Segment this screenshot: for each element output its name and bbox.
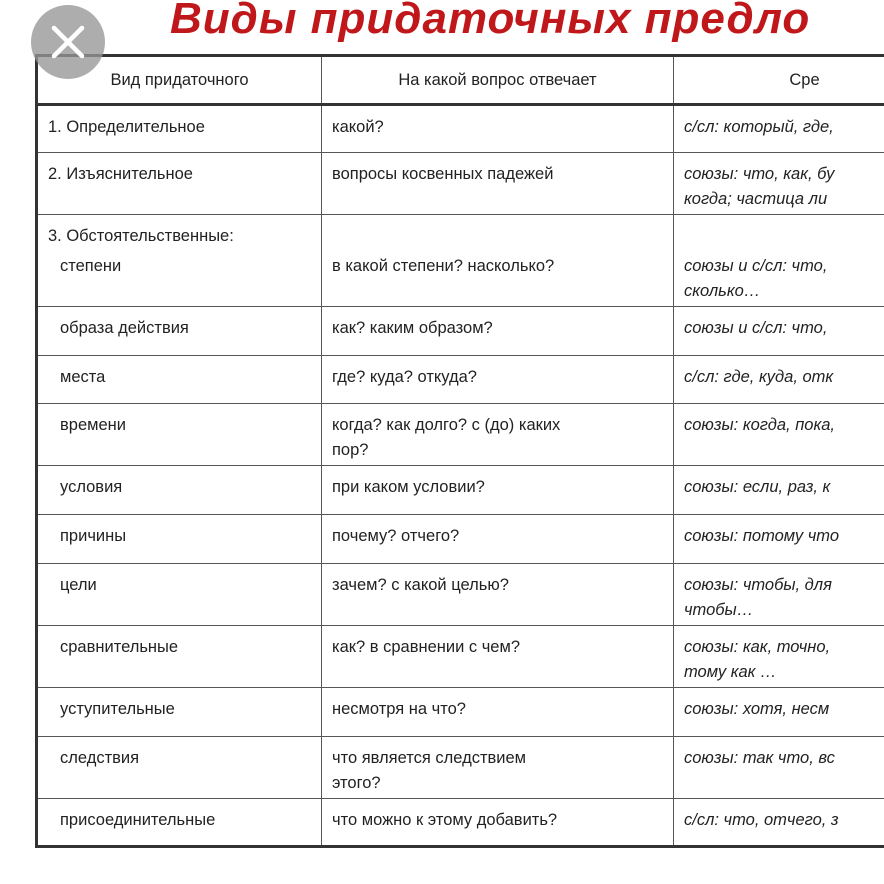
means-text: с/сл: что, отчего, з [684,811,839,829]
clause-type-cell: цели [37,564,322,626]
question-cell: как? каким образом? [322,307,674,356]
question-cell: какой? [322,105,674,153]
means-text-line2: чтобы… [684,601,754,619]
means-cell [674,307,884,356]
table-row [37,307,884,356]
means-text: союзы: как, точно, [684,638,831,656]
clause-type-cell [37,215,322,307]
means-text: союзы: когда, пока, [684,416,836,434]
table-row [37,688,884,737]
clause-type-cell: причины [37,515,322,564]
means-cell [674,564,884,626]
question-cell: вопросы косвенных падежей [322,153,674,215]
means-text: союзы: что, как, бу [684,165,835,183]
table-row [37,515,884,564]
means-cell [674,799,884,847]
question-cell [322,737,674,799]
table-row [37,105,884,153]
header-means: Сре [674,56,884,105]
table-row [37,799,884,847]
question-text: когда? как долго? с (до) каких [332,416,561,434]
header-clause-type: Вид придаточного [37,56,322,105]
means-text: союзы: чтобы, для [684,576,832,594]
table-row [37,356,884,404]
means-text: союзы: потому что [684,527,840,545]
question-cell: при каком условии? [322,466,674,515]
means-cell [674,515,884,564]
means-text: с/сл: где, куда, отк [684,368,834,386]
means-text: союзы и с/сл: что, [684,257,828,275]
means-cell [674,626,884,688]
table-row [37,404,884,466]
means-text: союзы: если, раз, к [684,478,831,496]
clause-type-cell: образа действия [37,307,322,356]
question-cell: как? в сравнении с чем? [322,626,674,688]
clause-type-cell: времени [37,404,322,466]
table-header-row [37,56,884,105]
page-title: Виды придаточных предло [170,0,811,43]
clause-group-label: 3. Обстоятельственные: [48,227,234,245]
means-cell [674,215,884,307]
table-row [37,153,884,215]
question-cell: в какой степени? насколько? [322,215,674,307]
question-cell: где? куда? откуда? [322,356,674,404]
means-cell [674,153,884,215]
table-row [37,215,884,307]
question-cell: несмотря на что? [322,688,674,737]
header-question: На какой вопрос отвечает [322,56,674,105]
means-text: союзы и с/сл: что, [684,319,828,337]
clause-type-cell: 1. Определительное [37,105,322,153]
means-text-line2: сколько… [684,282,761,300]
clause-type-cell: условия [37,466,322,515]
question-text-line2: пор? [332,441,369,459]
clause-subtype-label: степени [60,257,122,275]
question-text-line2: этого? [332,774,381,792]
table-row [37,737,884,799]
means-text: с/сл: который, где, [684,118,834,136]
means-cell [674,356,884,404]
question-cell: зачем? с какой целью? [322,564,674,626]
table-row [37,626,884,688]
table-row [37,564,884,626]
means-cell [674,404,884,466]
means-text: союзы: так что, вс [684,749,835,767]
close-icon [48,22,88,62]
clause-type-cell: уступительные [37,688,322,737]
clause-type-cell: 2. Изъяснительное [37,153,322,215]
clauses-table-wrap [35,54,884,848]
clause-type-cell: следствия [37,737,322,799]
clause-type-cell: присоединительные [37,799,322,847]
question-cell: что можно к этому добавить? [322,799,674,847]
means-cell [674,688,884,737]
close-button[interactable] [31,5,105,79]
clauses-table [35,54,884,848]
table-row [37,466,884,515]
means-cell [674,105,884,153]
question-cell: почему? отчего? [322,515,674,564]
question-cell [322,404,674,466]
clause-type-cell: сравнительные [37,626,322,688]
question-text: что является следствием [332,749,527,767]
means-text-line2: когда; частица ли [684,190,828,208]
means-text-line2: тому как … [684,663,777,681]
means-cell [674,466,884,515]
clause-type-cell: места [37,356,322,404]
means-cell [674,737,884,799]
means-text: союзы: хотя, несм [684,700,830,718]
